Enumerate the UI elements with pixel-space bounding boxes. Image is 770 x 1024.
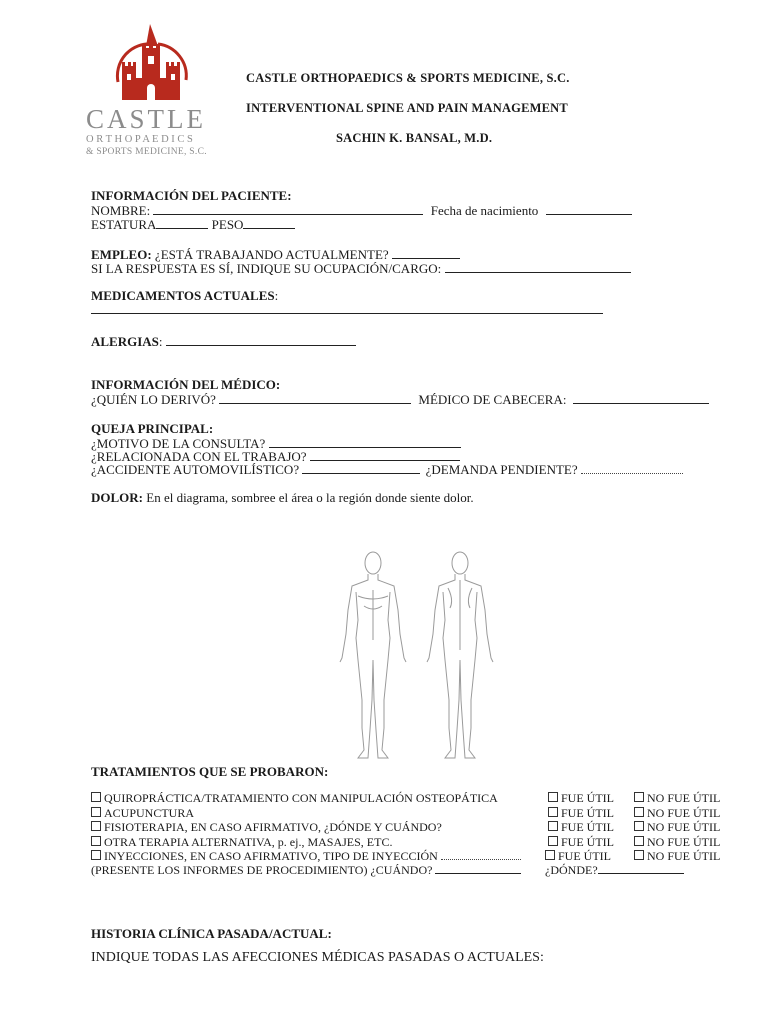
util-row [548, 791, 614, 806]
no-util-checkbox[interactable] [634, 821, 644, 831]
treatment-checkbox[interactable] [91, 836, 101, 846]
nombre-row [91, 203, 632, 217]
body-diagram[interactable] [328, 550, 508, 765]
logo-subtitle-sports: & SPORTS MEDICINE, S.C. [86, 147, 207, 157]
treatment-label: ACUPUNCTURA [104, 806, 195, 820]
motivo-row [91, 436, 461, 450]
logo-subtitle-orthopaedics: O R T H O P A E D I C S [86, 134, 193, 145]
dolor-label: DOLOR: [91, 490, 143, 505]
alergias-colon: : [158, 334, 163, 349]
ocupacion-field[interactable] [445, 261, 631, 273]
treatment-row [91, 835, 392, 850]
nombre-label: NOMBRE: [91, 203, 151, 218]
donde-row [545, 863, 684, 878]
accidente-label: ¿ACCIDENTE AUTOMOVILÍSTICO? [91, 462, 300, 477]
util-row [545, 849, 611, 864]
motivo-field[interactable] [269, 436, 461, 448]
demanda-label: ¿DEMANDA PENDIENTE? [425, 462, 578, 477]
section-heading-historia: HISTORIA CLÍNICA PASADA/ACTUAL: [91, 926, 332, 941]
medicamentos-label: MEDICAMENTOS ACTUALES [91, 288, 275, 303]
alergias-label: ALERGIAS [91, 334, 159, 349]
section-heading-tratamientos: TRATAMIENTOS QUE SE PROBARON: [91, 764, 329, 779]
alergias-row [91, 334, 356, 348]
dolor-row [91, 491, 474, 504]
no-util-row [634, 806, 720, 821]
peso-field[interactable] [243, 217, 295, 229]
alergias-field[interactable] [166, 334, 356, 346]
empleo-label: EMPLEO: [91, 247, 152, 262]
treatment-label: FISIOTERAPIA, EN CASO AFIRMATIVO, ¿DÓNDE Y CUÁNDO? [104, 820, 442, 834]
castle-tower-icon [112, 22, 192, 104]
dolor-text: En el diagrama, sombree el área o la región donde siente dolor. [146, 490, 474, 505]
nombre-field[interactable] [153, 203, 423, 215]
demanda-field[interactable] [581, 462, 683, 474]
fecha-nacimiento-field[interactable] [546, 203, 632, 215]
no-util-row [634, 820, 720, 835]
section-heading-queja: QUEJA PRINCIPAL: [91, 421, 214, 436]
util-label: FUE ÚTIL [561, 835, 614, 849]
informes-cuando-field[interactable] [435, 864, 521, 874]
no-util-checkbox[interactable] [634, 836, 644, 846]
treatment-checkbox[interactable] [91, 792, 101, 802]
no-util-row [634, 849, 720, 864]
no-util-checkbox[interactable] [634, 850, 644, 860]
medicamentos-colon: : [274, 288, 279, 303]
treatment-checkbox[interactable] [91, 850, 101, 860]
estatura-peso-row [91, 217, 295, 231]
treatment-label: QUIROPRÁCTICA/TRATAMIENTO CON MANIPULACIÓN OSTEOPÁTICA [104, 791, 498, 805]
derivo-field[interactable] [219, 392, 411, 404]
util-checkbox[interactable] [548, 836, 558, 846]
inyeccion-tipo-field[interactable] [441, 850, 521, 860]
body-front-figure [340, 552, 406, 758]
no-util-checkbox[interactable] [634, 807, 644, 817]
no-util-row [634, 791, 720, 806]
treatment-checkbox[interactable] [91, 807, 101, 817]
estatura-label: ESTATURA [91, 217, 157, 232]
no-util-label: NO FUE ÚTIL [647, 820, 721, 834]
util-row [548, 806, 614, 821]
treatment-row [91, 791, 498, 806]
header-department: INTERVENTIONAL SPINE AND PAIN MANAGEMENT [246, 101, 568, 115]
historia-instruction: INDIQUE TODAS LAS AFECCIONES MÉDICAS PASADAS O ACTUALES: [91, 950, 544, 965]
trabajo-label: ¿RELACIONADA CON EL TRABAJO? [91, 449, 307, 464]
castle-logo [82, 22, 212, 157]
accidente-row [91, 462, 683, 476]
util-label: FUE ÚTIL [558, 849, 611, 863]
no-util-row [634, 835, 720, 850]
header-clinic-name: CASTLE ORTHOPAEDICS & SPORTS MEDICINE, S.C. [246, 71, 570, 85]
no-util-label: NO FUE ÚTIL [647, 806, 721, 820]
cabecera-label: MÉDICO DE CABECERA: [418, 392, 567, 407]
util-label: FUE ÚTIL [561, 820, 614, 834]
treatment-label: OTRA TERAPIA ALTERNATIVA, p. ej., MASAJES, ETC. [104, 835, 393, 849]
logo-wordmark: CASTLE [86, 104, 207, 134]
ocupacion-row [91, 261, 631, 275]
no-util-label: NO FUE ÚTIL [647, 835, 721, 849]
empleo-field[interactable] [392, 247, 460, 259]
util-checkbox[interactable] [548, 807, 558, 817]
treatment-row [91, 849, 521, 864]
motivo-label: ¿MOTIVO DE LA CONSULTA? [91, 436, 266, 451]
donde-field[interactable] [598, 864, 684, 874]
util-label: FUE ÚTIL [561, 806, 614, 820]
ocupacion-label: SI LA RESPUESTA ES SÍ, INDIQUE SU OCUPACIÓN/CARGO: [91, 261, 442, 276]
util-checkbox[interactable] [545, 850, 555, 860]
derivo-row [91, 392, 709, 406]
util-row [548, 820, 614, 835]
medicamentos-field[interactable] [91, 313, 603, 314]
body-back-figure [427, 552, 493, 758]
treatment-row [91, 820, 442, 835]
section-heading-medico: INFORMACIÓN DEL MÉDICO: [91, 377, 281, 392]
treatment-label: INYECCIONES, EN CASO AFIRMATIVO, TIPO DE INYECCIÓN [104, 849, 438, 863]
cabecera-field[interactable] [573, 392, 709, 404]
trabajo-field[interactable] [310, 449, 460, 461]
util-row [548, 835, 614, 850]
empleo-row [91, 247, 460, 261]
informes-label: (PRESENTE LOS INFORMES DE PROCEDIMIENTO) ¿CUÁNDO? [91, 863, 433, 877]
peso-label: PESO [211, 217, 244, 232]
donde-label: ¿DÓNDE? [545, 863, 598, 877]
estatura-field[interactable] [156, 217, 208, 229]
no-util-checkbox[interactable] [634, 792, 644, 802]
fecha-nacimiento-label: Fecha de nacimiento [430, 203, 539, 218]
accidente-field[interactable] [302, 462, 420, 474]
treatment-row [91, 806, 194, 821]
section-heading-paciente: INFORMACIÓN DEL PACIENTE: [91, 188, 292, 203]
no-util-label: NO FUE ÚTIL [647, 849, 721, 863]
treatment-checkbox[interactable] [91, 821, 101, 831]
header-doctor-name: SACHIN K. BANSAL, M.D. [336, 131, 493, 145]
util-checkbox[interactable] [548, 821, 558, 831]
util-label: FUE ÚTIL [561, 791, 614, 805]
derivo-label: ¿QUIÉN LO DERIVÓ? [91, 392, 216, 407]
util-checkbox[interactable] [548, 792, 558, 802]
empleo-question: ¿ESTÁ TRABAJANDO ACTUALMENTE? [154, 247, 389, 262]
trabajo-row [91, 449, 460, 463]
no-util-label: NO FUE ÚTIL [647, 791, 721, 805]
informes-row [91, 863, 521, 878]
medicamentos-row [91, 289, 278, 302]
